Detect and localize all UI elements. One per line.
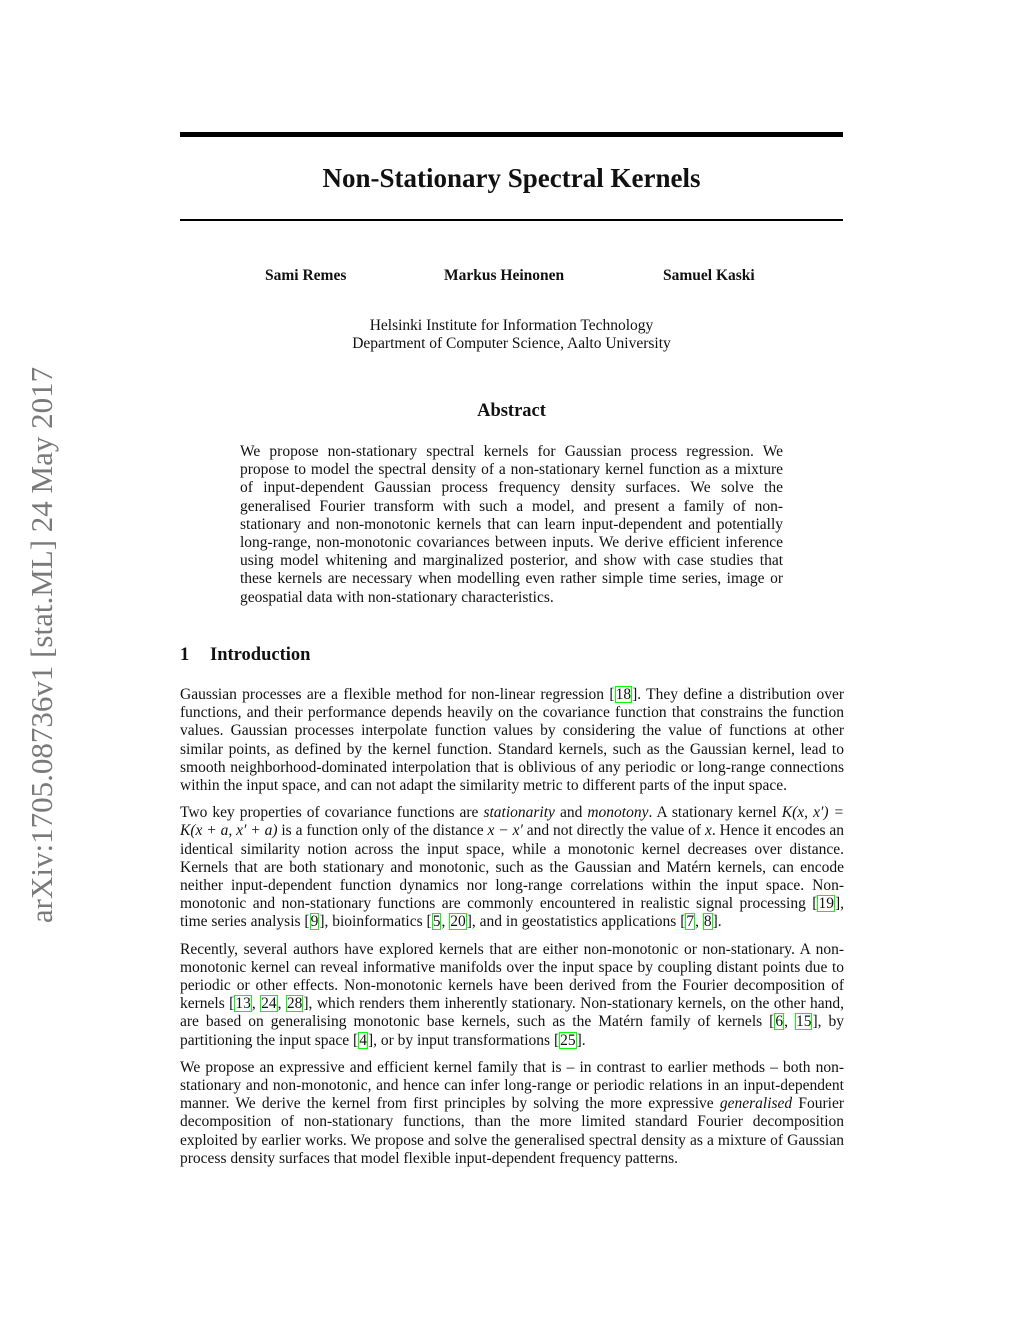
citation-link[interactable]: 24 xyxy=(261,995,277,1013)
text-run: ], time series analysis [ xyxy=(180,895,844,931)
affiliation-line: Department of Computer Science, Aalto University xyxy=(352,335,671,352)
text-run: Two key properties of covariance functions are xyxy=(180,804,484,822)
author-name: Samuel Kaski xyxy=(663,267,755,284)
text-run: Recently, several authors have explored kernels that are either non-monotonic or non-stationary. A non-monotonic kernel can reveal informative manifolds over the input space by coupling distant points due to periodic or other effects. Non-monotonic kernels have been derived from the Fourier decomposition of kernels [ xyxy=(180,940,844,1013)
text-run: ], or by input transformations [ xyxy=(367,1031,560,1049)
citation-link[interactable]: 13 xyxy=(235,995,251,1013)
citation-link[interactable]: 7 xyxy=(686,913,695,931)
emphasis-text: monotony xyxy=(587,804,649,822)
text-run: ], which renders them inherently stationary. Non-stationary kernels, on the other hand, are based on generalising monotonic base kernels, such as the Matérn family of kernels [ xyxy=(180,995,845,1031)
paragraph xyxy=(180,804,844,931)
text-run: ]. They define a distribution over functions, and their performance depends heavily on the covariance function that constrains the function values. Gaussian processes interpolate function values by considering the value of functions at other similar points, as defined by the kernel function. Standard kernels, such as the Gaussian kernel, lead to smooth neighborhood-dominated interpolation that is oblivious of any periodic or long-range connections within the input space, and can not adapt the similarity metric to different parts of the input space. xyxy=(180,686,844,795)
introduction-body xyxy=(180,686,844,1177)
emphasis-text: x − x′ xyxy=(487,822,523,840)
emphasis-text: generalised xyxy=(719,1095,793,1113)
text-run: Fourier decomposition of non-stationary functions, than the more limited standard Fourier decomposition exploited by earlier works. We propose and solve the generalised spectral density as a mixture of Gaussian process density surfaces that model flexible input-dependent frequency patterns. xyxy=(180,1095,844,1167)
text-run: . Hence it encodes an identical similarity notion across the input space, while a monotonic kernel decreases over distance. Kernels that are both stationary and monotonic, such as the Gaussian and Matérn kernels, can encode neither input-dependent function dynamics nor long-range correlations within the input space. Non-monotonic and non-stationary functions are commonly encountered in realistic signal processing [ xyxy=(180,822,844,913)
section-title: Introduction xyxy=(210,645,311,665)
top-rule xyxy=(180,132,843,137)
citation-link[interactable]: 9 xyxy=(310,913,319,931)
text-run: ], bioinformatics [ xyxy=(319,913,432,931)
emphasis-text: stationarity xyxy=(483,804,555,822)
text-run: is a function only of the distance xyxy=(277,822,488,840)
citation-link[interactable]: 25 xyxy=(560,1031,576,1049)
citation-link[interactable]: 28 xyxy=(286,995,303,1013)
citation-link[interactable]: 20 xyxy=(450,913,466,931)
text-run: and not directly the value of xyxy=(522,822,705,840)
paragraph xyxy=(180,1059,844,1168)
text-run: ]. xyxy=(712,913,722,931)
emphasis-text: K(x, x′) = K(x + a, x′ + a) xyxy=(180,804,844,840)
text-run: ]. xyxy=(576,1031,586,1049)
section-heading xyxy=(180,645,310,666)
text-run: , xyxy=(695,913,703,931)
text-run: , xyxy=(441,913,450,931)
paper-title: Non-Stationary Spectral Kernels xyxy=(322,163,701,193)
citation-link[interactable]: 19 xyxy=(818,895,834,913)
text-run: , xyxy=(277,995,286,1013)
text-run: Gaussian processes are a flexible method for non-linear regression [ xyxy=(180,686,615,703)
text-run: and xyxy=(554,804,588,822)
abstract-heading: Abstract xyxy=(477,401,546,421)
affiliation-line: Helsinki Institute for Information Technology xyxy=(369,317,654,334)
text-run: , xyxy=(784,1013,795,1031)
paragraph xyxy=(180,941,844,1050)
title-rule xyxy=(180,219,843,221)
text-run: ], by partitioning the input space [ xyxy=(180,1013,845,1049)
arxiv-stamp: arXiv:1705.08736v1 [stat.ML] 24 May 2017 xyxy=(24,366,59,924)
text-run: . A stationary kernel xyxy=(648,804,782,822)
author-name: Sami Remes xyxy=(265,267,347,284)
section-number: 1 xyxy=(180,645,190,665)
citation-link[interactable]: 15 xyxy=(795,1013,812,1031)
citation-link[interactable]: 4 xyxy=(359,1031,367,1049)
citation-link[interactable]: 8 xyxy=(703,913,712,931)
citation-link[interactable]: 18 xyxy=(615,686,632,703)
text-run: ], and in geostatistics applications [ xyxy=(466,913,686,931)
emphasis-text: x xyxy=(704,822,712,840)
citation-link[interactable]: 6 xyxy=(775,1013,784,1031)
text-run: We propose an expressive and efficient kernel family that is – in contrast to earlier methods – both non-stationary and non-monotonic, and hence can infer long-range or periodic relations in an input-dependent manner. We derive the kernel from first principles by solving the more expressive xyxy=(180,1058,844,1113)
citation-link[interactable]: 5 xyxy=(432,913,441,931)
paragraph xyxy=(180,686,844,795)
text-run: , xyxy=(251,995,261,1013)
author-name: Markus Heinonen xyxy=(444,267,565,284)
abstract-text: We propose non-stationary spectral kernels for Gaussian process regression. We propose to model the spectral density of a non-stationary kernel function as a mixture of input-dependent Gaussian process frequency density surfaces. We solve the generalised Fourier transform with such a model, and present a family of non-stationary and non-monotonic kernels that can learn input-dependent and potentially long-range, non-monotonic covariances between inputs. We derive efficient inference using model whitening and marginalized posterior, and show with case studies that these kernels are necessary when modelling even rather simple time series, image or geospatial data with non-stationary characteristics. xyxy=(240,443,783,606)
